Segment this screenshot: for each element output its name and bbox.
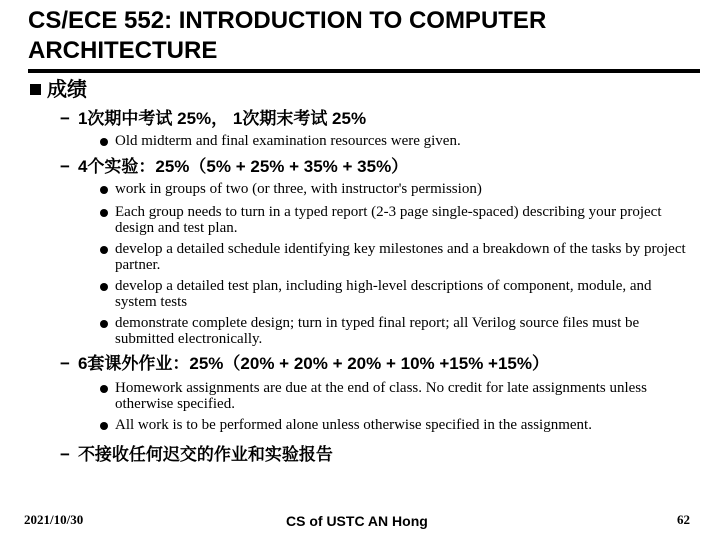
dash-bullet-icon: − xyxy=(60,109,70,128)
grade-item-exams xyxy=(60,108,366,130)
bullet-item xyxy=(100,316,700,347)
bullet-item xyxy=(100,182,700,198)
dash-bullet-icon: − xyxy=(60,354,70,373)
bullet-text: develop a detailed test plan, including high-level descriptions of component, module, and system tests xyxy=(115,278,652,310)
grade-item-labs xyxy=(60,156,408,178)
bullet-text: demonstrate complete design; turn in typed final report; all Verilog source files must be submitted electronically. xyxy=(115,315,640,347)
dot-bullet-icon xyxy=(100,422,108,430)
dash-bullet-icon: − xyxy=(60,445,70,464)
grade-item-label: 4个实验：25%（5% + 25% + 35% + 35%） xyxy=(77,157,409,176)
grade-item-late-policy xyxy=(60,444,333,466)
section-heading-label: 成绩 xyxy=(47,79,87,101)
dot-bullet-icon xyxy=(100,138,108,146)
footer-date: 2021/10/30 xyxy=(24,512,84,527)
grade-item-label: 6套课外作业：25%（20% + 20% + 20% + 10% +15% +15%） xyxy=(77,354,549,373)
dot-bullet-icon xyxy=(100,186,108,194)
bullet-item xyxy=(100,242,690,273)
bullet-text: All work is to be performed alone unless otherwise specified in the assignment. xyxy=(115,417,592,433)
grade-item-label: 1次期中考试 25%， 1次期末考试 25% xyxy=(77,109,367,128)
title-underline xyxy=(28,69,700,73)
title-line-1: CS/ECE 552: INTRODUCTION TO COMPUTER xyxy=(28,7,547,34)
grade-item-label: 不接收任何迟交的作业和实验报告 xyxy=(77,445,333,464)
bullet-item xyxy=(100,205,690,236)
bullet-item xyxy=(100,381,706,412)
section-heading xyxy=(30,78,87,102)
dash-bullet-icon: − xyxy=(60,157,70,176)
bullet-text: Each group needs to turn in a typed report (2-3 page single-spaced) describing your project design and test plan. xyxy=(115,204,662,236)
dot-bullet-icon xyxy=(100,283,108,291)
bullet-item xyxy=(100,279,680,310)
slide-title xyxy=(28,6,708,66)
footer-author: CS of USTC AN Hong xyxy=(286,513,428,529)
dot-bullet-icon xyxy=(100,246,108,254)
bullet-item xyxy=(100,134,700,150)
bullet-text: work in groups of two (or three, with instructor's permission) xyxy=(115,181,482,197)
bullet-text: develop a detailed schedule identifying key milestones and a breakdown of the tasks by project partner. xyxy=(115,241,686,273)
title-line-2: ARCHITECTURE xyxy=(28,37,218,64)
grade-item-homework xyxy=(60,353,549,375)
page-number: 62 xyxy=(677,512,690,527)
bullet-text: Homework assignments are due at the end of class. No credit for late assignments unless otherwise specified. xyxy=(115,380,647,412)
dot-bullet-icon xyxy=(100,385,108,393)
bullet-text: Old midterm and final examination resources were given. xyxy=(115,133,461,149)
bullet-item xyxy=(100,418,706,434)
dot-bullet-icon xyxy=(100,209,108,217)
square-bullet-icon xyxy=(30,84,41,95)
dot-bullet-icon xyxy=(100,320,108,328)
